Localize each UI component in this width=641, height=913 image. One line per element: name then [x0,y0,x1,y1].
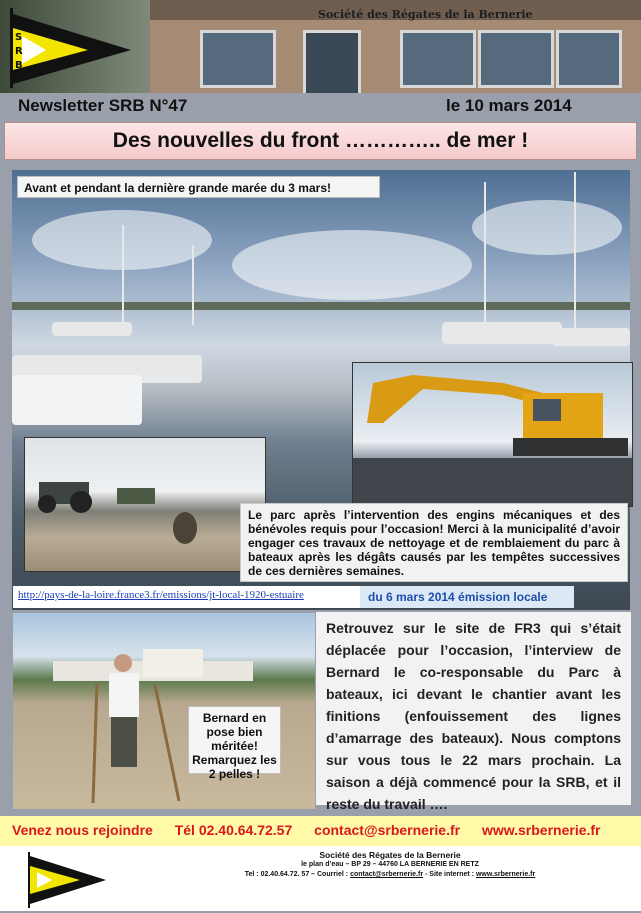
tractor-icon [25,438,265,571]
srb-logo [6,8,136,88]
catamaran-hull [442,322,562,344]
footer-org-name: Société des Régates de la Bernerie [319,850,461,860]
catamaran-hull [552,328,630,346]
newsletter-title: Des nouvelles du front ………….. de mer ! [4,122,637,160]
building-window [478,30,554,88]
newsletter-label: Newsletter SRB N°47 [18,96,188,115]
article-paragraph-park: Le parc après l’intervention des engins mécaniques et des bénévoles requis pour l’occasion! Merci à la municipalité d’avoir engager ces travaux de nettoyage et de remblaiement du parc à bateaux après les dégâts causés par les tempêtes successives de ces dernières semaines. [240,503,628,582]
join-text: Venez nous rejoindre [12,822,153,838]
svg-text:S: S [15,32,23,43]
building-window [200,30,276,88]
flag-icon [26,852,108,908]
svg-text:R: R [15,46,23,57]
article-paragraph-fr3: Retrouvez sur le site de FR3 qui s’était déplacée pour l’occasion, l’interview de Bernard le co-responsable du Parc à bateaux, ici devant le chantier avant les finitions (enfouissement des lignes d’amarrage des bateaux). Nous comptons sur vous tous le 22 mars prochain. La saison a déjà commencé pour la SRB, et il reste du travail …. [316,612,631,805]
boat-mast [192,245,194,325]
website-link[interactable]: www.srbernerie.fr [481,822,601,838]
contact-bar [0,816,641,846]
flag-icon [6,8,136,88]
photo-caption-before: Avant et pendant la dernière grande marée du 3 mars! [17,176,380,198]
svg-text:B: B [15,60,23,71]
building-door [303,30,361,93]
broadcast-date-label: du 6 mars 2014 émission locale [360,586,574,608]
footer-contact-line [150,871,630,878]
excavator-photo [352,362,633,507]
photo-caption-bernard: Bernard en pose bien méritée! Remarquez les 2 pelles ! [188,706,281,774]
boat-mast [484,182,486,332]
contact-email[interactable]: contact@srbernerie.fr [314,822,461,838]
tractor-photo [24,437,266,572]
phone-number: Tél 02.40.64.72.57 [174,822,293,838]
cloud [232,230,472,300]
building-window [556,30,622,88]
footer-address: le plan d’eau – BP 29 – 44760 LA BERNERIE EN RETZ [301,861,479,868]
shoreline [12,302,630,310]
fr3-link[interactable]: http://pays-de-la-loire.france3.fr/emissions/jt-local-1920-estuaire [13,586,360,608]
boat-hull [52,322,132,336]
boat-mast [122,225,124,325]
boat-mast [574,172,576,332]
footer-site-label: - Site internet : [425,871,475,878]
excavator-icon [353,363,632,506]
building-sign: Société des Régates de la Bernerie [318,8,533,21]
footer-site-link[interactable]: www.srbernerie.fr [475,871,536,878]
building-window [400,30,476,88]
newsletter-date: le 10 mars 2014 [446,96,572,115]
footer [0,846,641,911]
boat-hull [12,375,142,425]
footer-logo [26,852,108,908]
footer-tel: Tel : 02.40.64.72. 57 – Courriel : [244,871,349,878]
cloud [472,200,622,255]
footer-email-link[interactable]: contact@srbernerie.fr [350,871,424,878]
